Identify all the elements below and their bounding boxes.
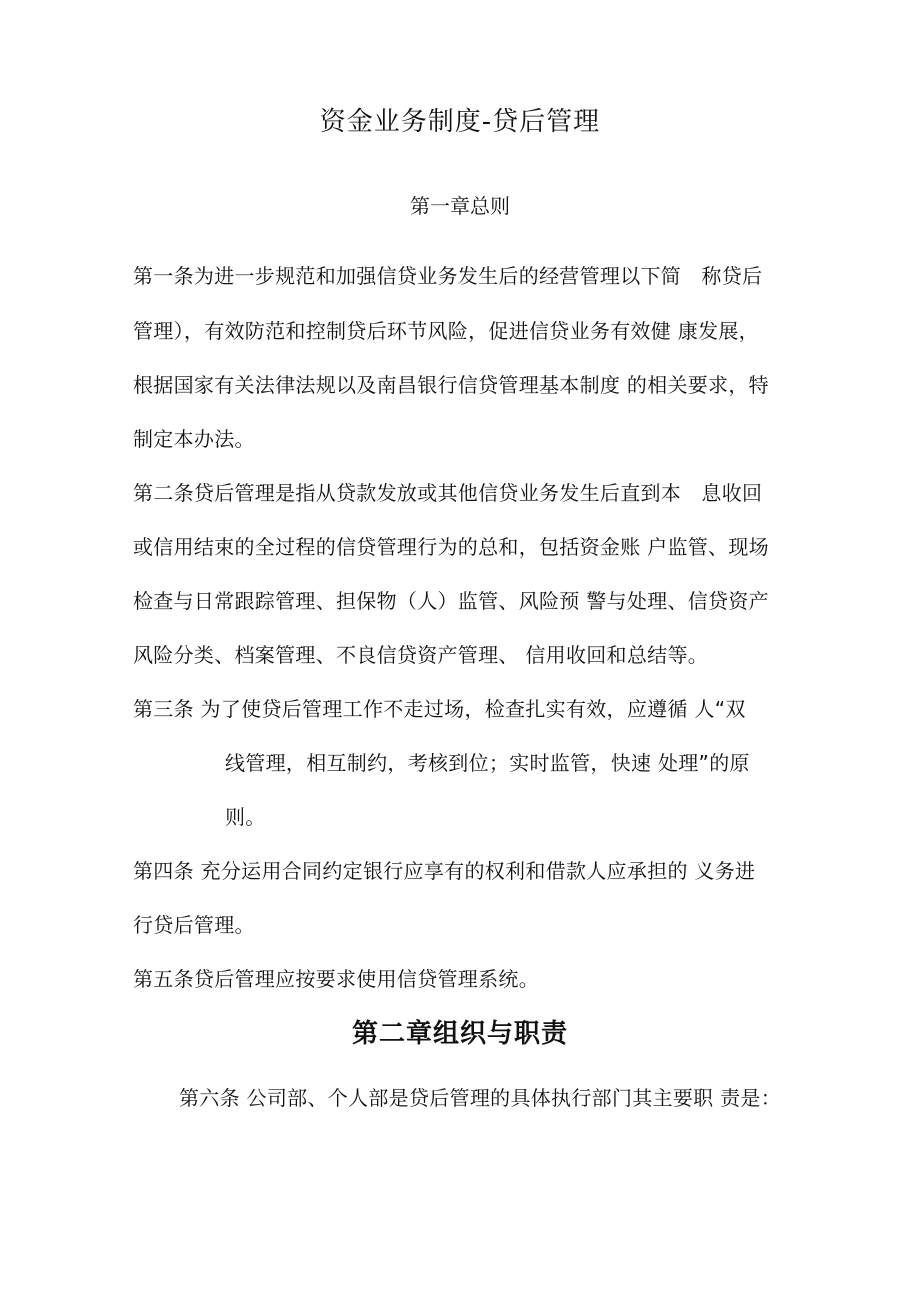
article-6-line-1: 第六条 公司部、个人部是贷后管理的具体执行部门其主要职 责是： bbox=[179, 1086, 782, 1110]
document-title: 资金业务制度-贷后管理 bbox=[319, 107, 601, 137]
article-3-line-3: 则。 bbox=[225, 805, 266, 829]
article-1-line-4: 制定本办法。 bbox=[133, 427, 255, 451]
article-2-line-3: 检查与日常跟踪管理、担保物（人）监管、风险预 警与处理、信贷资产 bbox=[133, 589, 769, 613]
article-3-line-1: 第三条 为了使贷后管理工作不走过场，检查扎实有效，应遵循 人“双 bbox=[133, 697, 746, 721]
article-1-line-2: 管理），有效防范和控制贷后环节风险，促进信贷业务有效健 康发展， bbox=[133, 319, 759, 343]
article-2-line-2: 或信用结束的全过程的信贷管理行为的总和，包括资金账 户监管、现场 bbox=[133, 535, 769, 559]
article-5-line-1: 第五条贷后管理应按要求使用信贷管理系统。 bbox=[133, 967, 539, 991]
chapter-2-heading: 第二章组织与职责 bbox=[351, 1019, 568, 1049]
article-1-line-3: 根据国家有关法律法规以及南昌银行信贷管理基本制度 的相关要求，特 bbox=[133, 373, 769, 397]
article-4-line-1: 第四条 充分运用合同约定银行应享有的权利和借款人应承担的 义务进 bbox=[133, 859, 756, 883]
article-4-line-2: 行贷后管理。 bbox=[133, 913, 255, 937]
article-2-line-4: 风险分类、档案管理、不良信贷资产管理、 信用收回和总结等。 bbox=[133, 643, 709, 667]
article-3-line-2: 线管理，相互制约，考核到位；实时监管，快速 处理”的原 bbox=[225, 751, 750, 775]
article-1-line-1: 第一条为进一步规范和加强信贷业务发生后的经营管理以下简 称贷后 bbox=[133, 264, 763, 288]
chapter-1-heading: 第一章总则 bbox=[410, 194, 510, 218]
article-2-line-1: 第二条贷后管理是指从贷款发放或其他信贷业务发生后直到本 息收回 bbox=[133, 481, 763, 505]
